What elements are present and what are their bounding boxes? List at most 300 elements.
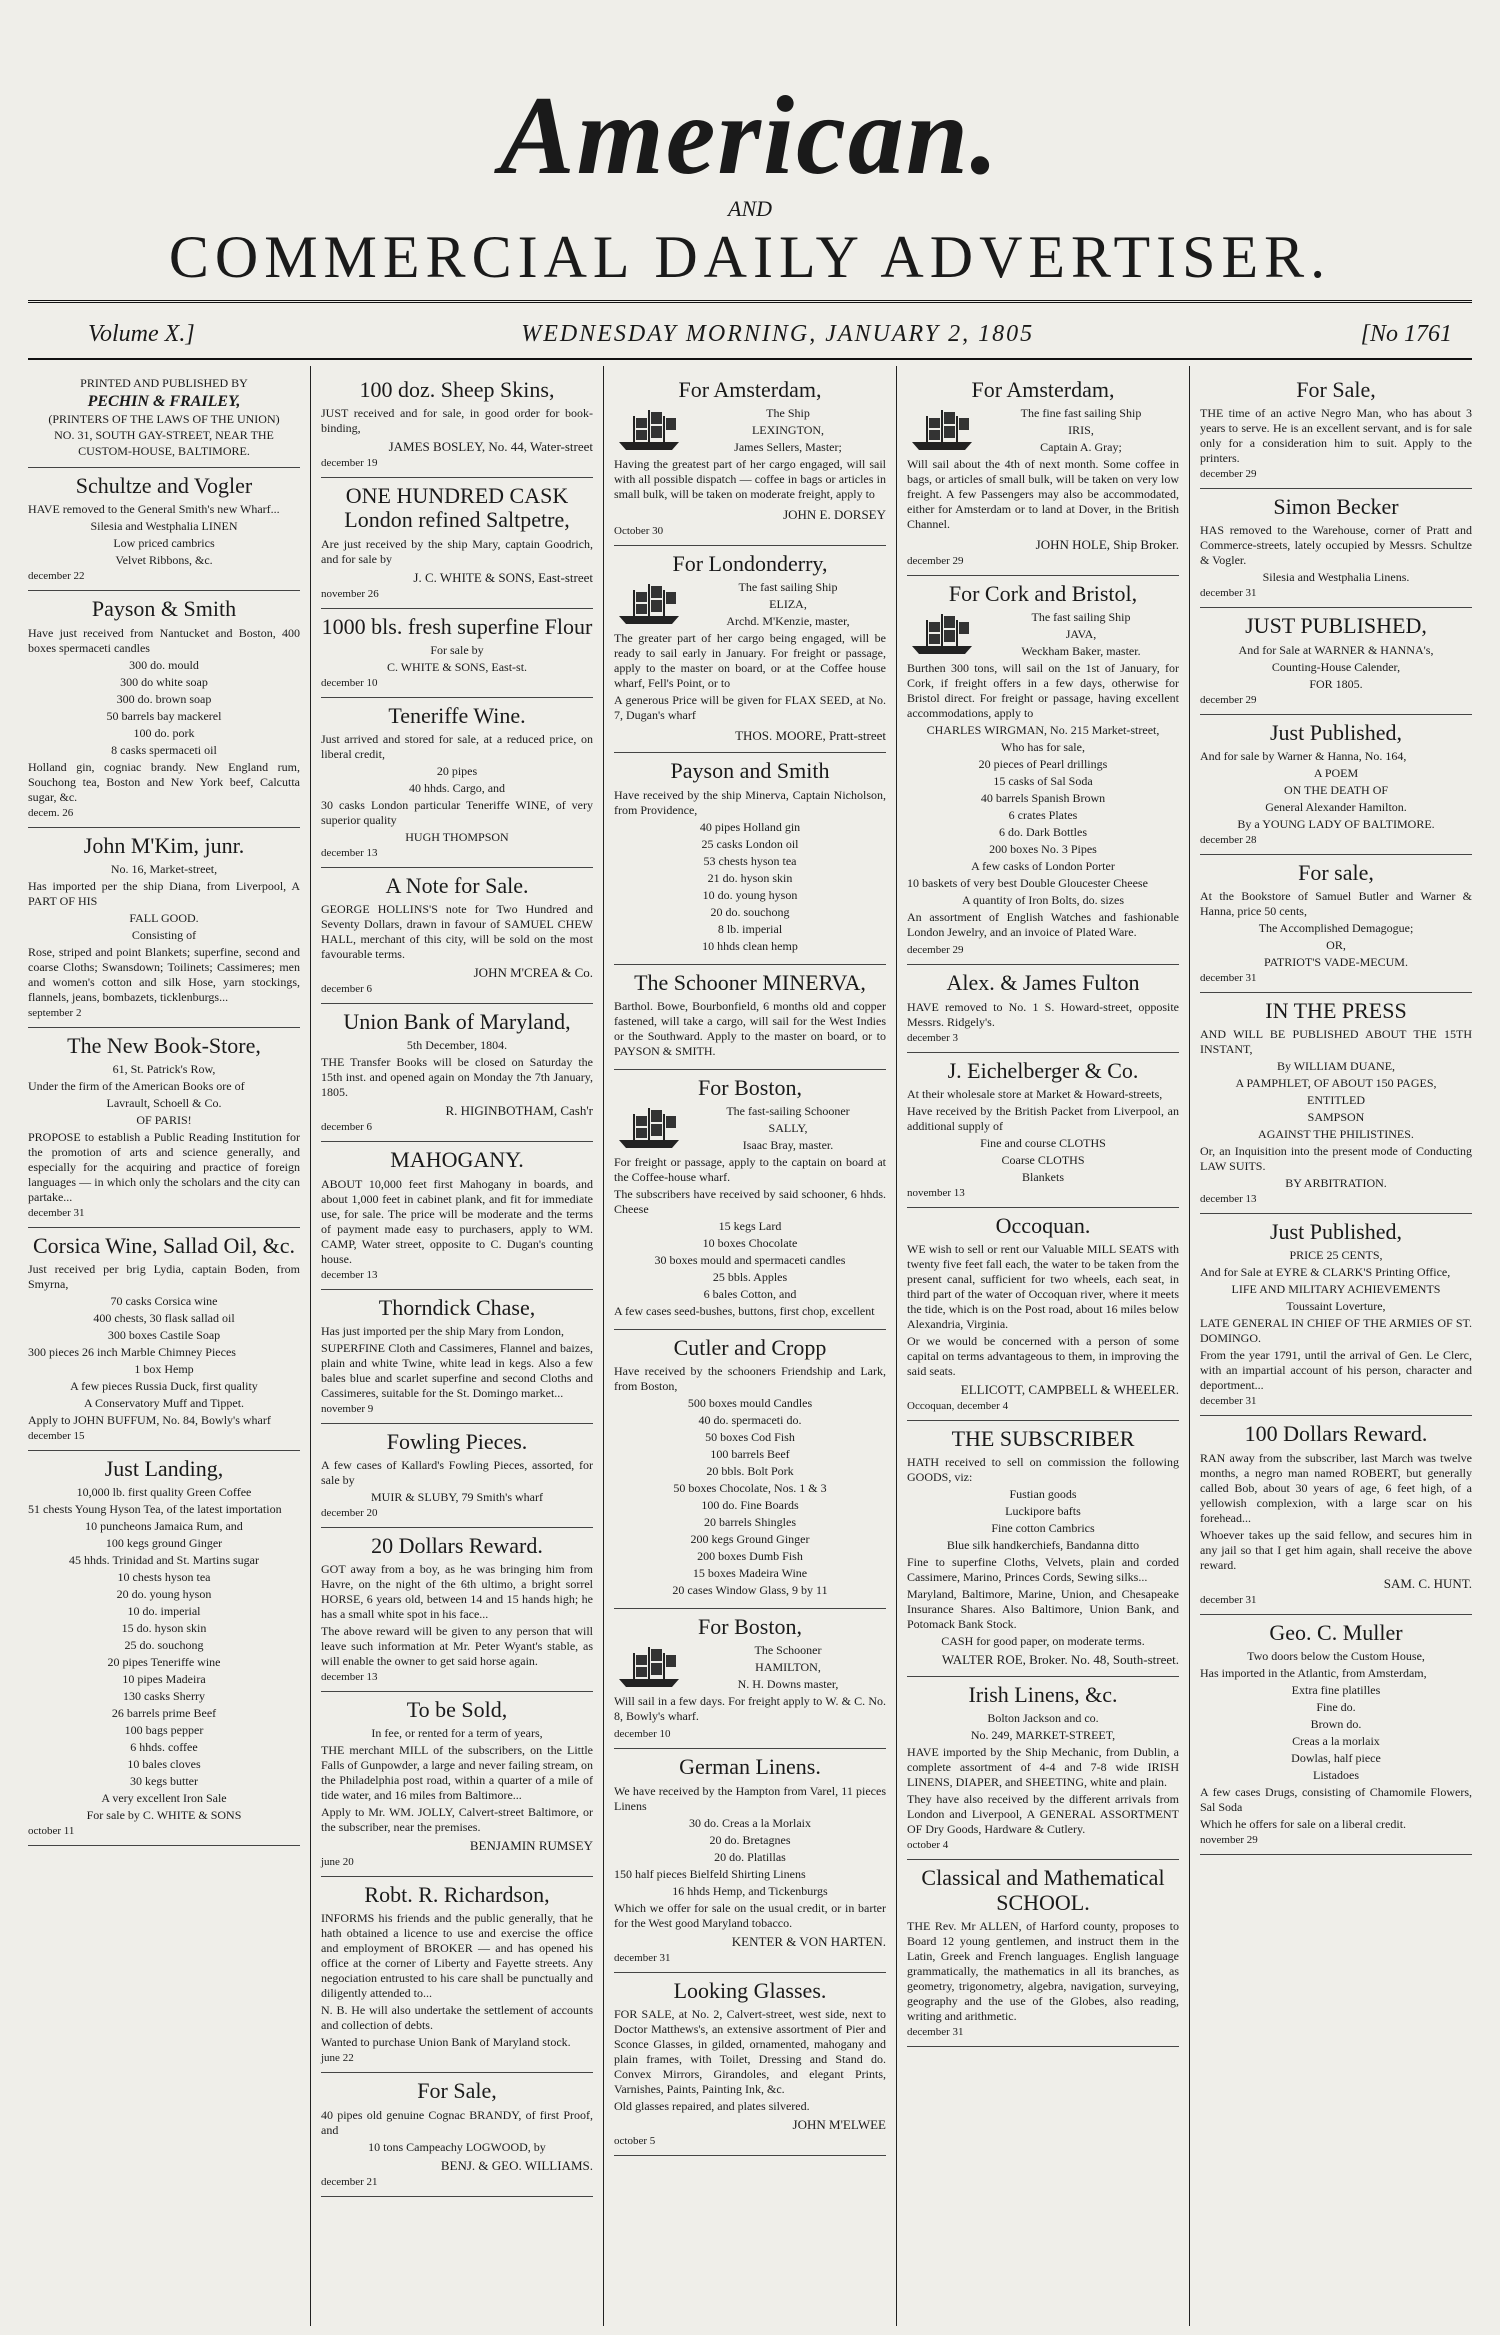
ad-heading: Just Published, [1269, 719, 1403, 745]
ad-line: HAS removed to the Warehouse, corner of Pratt and Commerce-streets, lately occupied by Messrs. Schultze & Vogler. [1200, 523, 1472, 568]
ad-line: 20 do. Platillas [714, 1849, 786, 1864]
ad-line: 16 hhds Hemp, and Tickenburgs [672, 1883, 828, 1898]
advertisement [614, 1749, 886, 1972]
ad-line: OR, [1326, 937, 1346, 952]
ad-line: 100 kegs ground Ginger [105, 1536, 223, 1551]
ad-date: september 2 [28, 1006, 82, 1019]
ad-line: Fine do. [1316, 1699, 1356, 1714]
ad-heading: A Note for Sale. [385, 872, 529, 898]
ad-heading: The New Book-Store, [67, 1032, 261, 1058]
advertisement [1200, 608, 1472, 714]
ad-line: 10 hhds clean hemp [702, 938, 798, 953]
ad-date: december 6 [321, 983, 372, 996]
ad-line: SUPERFINE Cloth and Cassimeres, Flannel and baizes, plain and white Twine, white lead in kegs. Also a few bales blue and scarlet superfine and second Cloths and Cassimeres, suitable for the St. Domingo market... [321, 1340, 593, 1400]
ad-line: AGAINST THE PHILISTINES. [1258, 1127, 1414, 1142]
ad-line: Dowlas, half piece [1291, 1750, 1381, 1765]
ad-line: 20 bbls. Bolt Pork [706, 1464, 794, 1479]
ad-heading: For Sale, [1296, 377, 1376, 402]
ad-line: Burthen 300 tons, will sail on the 1st of January, for Cork, if freight offers in a few days, otherwise for Bristol direct. For freight or passage, having excellent accommodations, apply to [907, 661, 1179, 721]
ad-signature: JOHN E. DORSEY [783, 507, 886, 523]
ad-heading: Payson & Smith [91, 596, 237, 622]
ad-heading: For Sale, [417, 2078, 497, 2104]
advertisement [907, 372, 1179, 576]
ad-line: LIFE AND MILITARY ACHIEVEMENTS [1231, 1282, 1441, 1297]
ad-signature: ELLICOTT, CAMPBELL & WHEELER. [960, 1381, 1179, 1397]
ad-line: By a YOUNG LADY OF BALTIMORE. [1237, 816, 1435, 831]
ad-line: 30 do. Creas a la Morlaix [689, 1815, 811, 1830]
ad-heading: Payson and Smith [670, 758, 830, 784]
ad-line: 300 boxes Castile Soap [107, 1328, 221, 1343]
ad-heading: Geo. C. Muller [1269, 1619, 1403, 1645]
ad-line: Has imported per the ship Diana, from Liverpool, A PART OF HIS [28, 878, 300, 908]
ad-date: december 31 [907, 2025, 964, 2038]
ad-line: 400 chests, 30 flask sallad oil [93, 1311, 235, 1326]
ad-heading: For Boston, [698, 1614, 802, 1640]
ad-line: Fine to superfine Cloths, Velvets, plain and corded Cassimere, Marino, Princes Cords, Sewing silks... [907, 1555, 1179, 1585]
ad-heading: Irish Linens, &c. [968, 1682, 1118, 1708]
advertisement [321, 609, 593, 698]
ad-line: THE Rev. Mr ALLEN, of Harford county, proposes to Board 12 young gentlemen, and instruct them in the Latin, Greek and French languages. English language grammatically, the mathematics in all its branches, as geometry, trigonometry, algebra, navigation, surveying, geography and the use of the Globes, also reading, writing and arithmetic. [907, 1918, 1179, 2023]
ad-line: HATH received to sell on commission the following GOODS, viz: [907, 1455, 1179, 1485]
ad-signature: WALTER ROE, Broker. No. 48, South-street. [941, 1652, 1179, 1668]
ad-line: No. 16, Market-street, [110, 861, 218, 876]
ad-line: A quantity of Iron Bolts, do. sizes [962, 893, 1124, 908]
advertisement [321, 1528, 593, 1692]
ad-date: december 15 [28, 1430, 85, 1443]
ad-heading: Alex. & James Fulton [946, 970, 1140, 996]
ad-line: 30 boxes mould and spermaceti candles [654, 1252, 846, 1267]
ad-line: 100 bags pepper [124, 1723, 204, 1738]
ad-line: 25 bbls. Apples [712, 1269, 788, 1284]
issue-number: [No 1761 [1360, 321, 1452, 347]
ad-date: december 31 [28, 1206, 85, 1219]
ad-signature: BENJAMIN RUMSEY [469, 1838, 593, 1854]
ad-line: For sale by C. WHITE & SONS [86, 1808, 242, 1823]
advertisement [614, 1609, 886, 1749]
ad-heading: 1000 bls. fresh superfine Flour [321, 613, 593, 639]
ad-line: Are just received by the ship Mary, captain Goodrich, and for sale by [321, 536, 593, 566]
ad-line: JAVA, [1065, 627, 1097, 642]
ad-line: And for Sale at EYRE & CLARK'S Printing Office, [1200, 1265, 1451, 1280]
advertisement [1200, 1416, 1472, 1614]
ad-line: 20 pieces of Pearl drillings [978, 757, 1108, 772]
ad-line: Whoever takes up the said fellow, and secures him in any jail so that I get him again, shall receive the above reward. [1200, 1527, 1472, 1572]
ad-line: The fast sailing Ship [738, 580, 838, 595]
ad-line: A PAMPHLET, OF ABOUT 150 PAGES, [1235, 1076, 1437, 1091]
ad-heading: Just Published, [1269, 1219, 1403, 1245]
advertisement [614, 1973, 886, 2156]
ad-line: AND WILL BE PUBLISHED ABOUT THE 15TH INSTANT, [1200, 1027, 1472, 1057]
ad-heading: To be Sold, [406, 1697, 508, 1723]
ad-date: october 11 [28, 1825, 75, 1838]
ad-date: december 13 [321, 1268, 378, 1281]
column-3 [603, 366, 896, 2326]
ad-signature: JOHN HOLE, Ship Broker. [1035, 537, 1179, 553]
ad-line: The greater part of her cargo being engaged, will be ready to sail early in January. For freight or passage, apply to the master on board, or at the Coffee house wharf, Fell's Point, or to [614, 631, 886, 691]
ad-line: Holland gin, cogniac brandy. New England rum, Souchong tea, Boston and New York beef, Calcutta sugar, &c. [28, 759, 300, 804]
ad-line: The Schooner [754, 1643, 822, 1658]
ad-line: No. 249, MARKET-STREET, [970, 1728, 1116, 1743]
ad-heading: For Cork and Bristol, [948, 581, 1138, 607]
ad-line: 25 do. souchong [124, 1638, 204, 1653]
ad-line: Weckham Baker, master. [1021, 644, 1141, 659]
ad-line: 26 barrels prime Beef [111, 1706, 217, 1721]
ad-line: Brown do. [1310, 1716, 1362, 1731]
advertisement [321, 2073, 593, 2196]
ad-line: 20 do. young hyson [116, 1587, 212, 1602]
ad-line: A few casks of London Porter [971, 859, 1115, 874]
ad-line: 15 kegs Lard [718, 1218, 782, 1233]
ad-line: FOR SALE, at No. 2, Calvert-street, west side, next to Doctor Matthews's, an extensive assortment of Pier and Sconce Glasses, in gilded, ornamented, mahogany and plain frames, with Toilet, Dressing and Stand do. Convex Mirrors, Girandoles, and elegant Prints, Varnishes, Paints, Painting Ink, &c. [614, 2006, 886, 2096]
ad-date: december 31 [1200, 587, 1257, 600]
ad-line: Fine cotton Cambrics [991, 1521, 1095, 1536]
ad-line: 20 pipes Teneriffe wine [107, 1655, 221, 1670]
ad-heading: For Boston, [698, 1074, 802, 1100]
dateline [28, 303, 1472, 360]
ad-date: december 13 [321, 846, 378, 859]
ad-line: Will sail in a few days. For freight apply to W. & C. No. 8, Bowly's wharf. [614, 1694, 886, 1724]
ad-date: december 13 [1200, 1193, 1257, 1206]
ad-heading: Union Bank of Maryland, [343, 1009, 571, 1035]
ad-heading: 100 doz. Sheep Skins, [359, 377, 555, 402]
ad-line: Extra fine platilles [1291, 1682, 1381, 1697]
advertisement [321, 1004, 593, 1142]
advertisement [614, 753, 886, 964]
ad-line: 10 puncheons Jamaica Rum, and [85, 1519, 243, 1534]
ad-line: 20 cases Window Glass, 9 by 11 [672, 1583, 828, 1598]
advertisement [321, 1142, 593, 1289]
ad-date: december 21 [321, 2175, 378, 2188]
ad-line: 70 casks Corsica wine [110, 1294, 218, 1309]
ad-line: The above reward will be given to any person that will leave such information at Mr. Peter Wyant's stable, as will enable the owner to get said horse again. [321, 1624, 593, 1669]
ad-line: 40 pipes old genuine Cognac BRANDY, of first Proof, and [321, 2107, 593, 2137]
ad-line: The Ship [766, 406, 810, 421]
ad-line: WE wish to sell or rent our Valuable MILL SEATS with twenty five feet fall each, the water to be taken from the present canal, sufficient for two wheels, each seat, in third part of the water of Occoquan river, where it meets the tide, which is on the Post road, about 16 miles below Alexandria, Virginia. [907, 1241, 1179, 1331]
ad-line: THE Transfer Books will be closed on Saturday the 15th inst. and opened again on Monday the 7th January, 1805. [321, 1055, 593, 1100]
ad-signature: J. C. WHITE & SONS, East-street [413, 569, 593, 585]
ad-line: 500 boxes mould Candles [687, 1396, 813, 1411]
ad-line: ELIZA, [769, 597, 807, 612]
ad-line: LEXINGTON, [751, 423, 825, 438]
ad-date: november 29 [1200, 1833, 1258, 1846]
ad-line: And for Sale at WARNER & HANNA's, [1238, 642, 1434, 657]
ad-line: 8 casks spermaceti oil [111, 742, 217, 757]
ad-heading: Schultze and Vogler [75, 473, 253, 499]
advertisement [321, 372, 593, 478]
ad-date: december 29 [907, 555, 964, 568]
advertisement [321, 868, 593, 1004]
ad-line: 130 casks Sherry [123, 1689, 205, 1704]
ad-date: december 13 [321, 1671, 378, 1684]
ad-heading: Classical and Mathematical SCHOOL. [921, 1865, 1165, 1915]
advertisement [1200, 855, 1472, 993]
ad-line: N. H. Downs master, [737, 1677, 839, 1692]
ad-line: ABOUT 10,000 feet first Mahogany in boards, and about 1,000 feet in cabinet plank, and fit for immediate use, for sale. The price will be moderate and the terms of payment made easy to purchasers, apply to WM. CAMP, Water street, opposite to C. Dugan's counting house. [321, 1176, 593, 1266]
ad-line: General Alexander Hamilton. [1265, 799, 1407, 814]
printer-line1: PRINTED AND PUBLISHED BY [80, 376, 248, 390]
ad-line: THE time of an active Negro Man, who has about 3 years to serve. He is an excellent servant, and is for sale only for a consideration him to suit. Apply to the printers. [1200, 406, 1472, 466]
column-5 [1189, 366, 1472, 2326]
ad-line: Who has for sale, [1001, 740, 1085, 755]
ad-line: GOT away from a boy, as he was bringing him from Havre, on the night of the 6th ultimo, a bright sorrel HORSE, 6 years old, between 14 and 15 hands high; he has a small white spot in his face... [321, 1562, 593, 1622]
ad-date: october 4 [907, 1839, 949, 1852]
ad-line: Coarse CLOTHS [1001, 1152, 1085, 1167]
column-2 [310, 366, 603, 2326]
ad-line: 30 kegs butter [130, 1774, 198, 1789]
ad-line: PATRIOT'S VADE-MECUM. [1264, 954, 1408, 969]
advertisement [1200, 993, 1472, 1214]
ad-line: 300 do white soap [120, 674, 208, 689]
ad-line: At their wholesale store at Market & Howard-streets, [907, 1086, 1163, 1101]
ad-signature: SAM. C. HUNT. [1383, 1575, 1472, 1591]
column-4 [896, 366, 1189, 2326]
ad-line: Silesia and Westphalia LINEN [90, 519, 238, 534]
ad-signature: THOS. MOORE, Pratt-street [735, 728, 886, 744]
ad-line: We have received by the Hampton from Varel, 11 pieces Linens [614, 1783, 886, 1813]
advertisement [321, 1692, 593, 1877]
ad-date: december 31 [1200, 1395, 1257, 1408]
advertisement [1200, 1214, 1472, 1416]
ad-heading: For sale, [1298, 859, 1374, 885]
advertisement [907, 576, 1179, 965]
ad-line: Maryland, Baltimore, Marine, Union, and Chesapeake Insurance Shares. Also Baltimore, Union Bank, and Potomack Bank Stock. [907, 1587, 1179, 1632]
ad-line: Have received by the ship Minerva, Captain Nicholson, from Providence, [614, 787, 886, 817]
ad-line: 50 barrels bay mackerel [106, 708, 222, 723]
ad-line: 40 pipes Holland gin [699, 819, 801, 834]
ad-line: 53 chests hyson tea [703, 853, 797, 868]
ad-line: Apply to Mr. WM. JOLLY, Calvert-street Baltimore, or the subscriber, near the premises. [321, 1805, 593, 1835]
advertisement [1200, 1615, 1472, 1855]
ad-heading: Cutler and Cropp [673, 1334, 827, 1360]
ad-line: The fine fast sailing Ship [1020, 406, 1142, 421]
advertisement [907, 1677, 1179, 1860]
ad-line: Blankets [1022, 1169, 1064, 1184]
ad-date: june 22 [321, 2052, 354, 2065]
ad-line: Captain A. Gray; [1040, 440, 1122, 455]
ad-date: december 6 [321, 1121, 372, 1134]
ad-line: Wanted to purchase Union Bank of Maryland stock. [321, 2035, 571, 2050]
ad-line: Just arrived and stored for sale, at a reduced price, on liberal credit, [321, 731, 593, 761]
printer-line3: NO. 31, SOUTH GAY-STREET, NEAR THE CUSTOM-HOUSE, BALTIMORE. [54, 427, 274, 458]
ad-line: 10,000 lb. first quality Green Coffee [76, 1485, 252, 1500]
issue-date: WEDNESDAY MORNING, JANUARY 2, 1805 [521, 321, 1035, 347]
ad-line: INFORMS his friends and the public generally, that he hath obtained a licence to use and exercise the office and employment of BROKER — and has opened his office at the corner of Liberty and Fayette streets. Any negociation entrusted to his care shall be punctually and diligently attended to... [321, 1911, 593, 2001]
volume-label: Volume X.] [88, 321, 195, 347]
ad-heading: Occoquan. [995, 1212, 1091, 1238]
column-1 [28, 366, 310, 2326]
ad-line: IRIS, [1068, 423, 1094, 438]
ad-date: november 13 [907, 1186, 965, 1199]
ad-line: RAN away from the subscriber, last March was twelve months, a negro man named ROBERT, but generally called Bob, about 30 years of age, 6 feet high, of a yellowish complexion, with a large scar on his forehead... [1200, 1450, 1472, 1525]
ad-line: Just received per brig Lydia, captain Boden, from Smyrna, [28, 1262, 300, 1292]
ad-heading: Just Landing, [104, 1456, 224, 1482]
ad-line: 300 do. mould [129, 657, 199, 672]
ad-date: december 31 [1200, 971, 1257, 984]
ad-line: FALL GOOD. [129, 910, 199, 925]
ad-line: 10 do. young hyson [702, 887, 798, 902]
ad-line: For sale by [430, 642, 484, 657]
ad-date: december 29 [1200, 468, 1257, 481]
ad-date: october 5 [614, 2134, 656, 2147]
ad-date: december 19 [321, 457, 378, 470]
ad-line: 100 do. pork [133, 725, 195, 740]
ad-line: 10 tons Campeachy LOGWOOD, by [368, 2139, 546, 2154]
ad-line: A few pieces Russia Duck, first quality [70, 1379, 258, 1394]
ad-line: 150 half pieces Bielfeld Shirting Linens [614, 1866, 806, 1881]
ad-line: Have received by the British Packet from Liverpool, an additional supply of [907, 1103, 1179, 1133]
advertisement [1200, 715, 1472, 855]
printer-line2: (PRINTERS OF THE LAWS OF THE UNION) [48, 412, 280, 427]
ad-line: Listadoes [1313, 1767, 1359, 1782]
ad-date: december 29 [1200, 693, 1257, 706]
ad-line: An assortment of English Watches and fashionable London Jewelry, and an invoice of Plated Ware. [907, 910, 1179, 940]
ad-line: The Accomplished Demagogue; [1258, 920, 1414, 935]
ad-line: Will sail about the 4th of next month. Some coffee in bags, or articles of small bulk, will be taken on very low freight. A few Passengers may also be accommodated, either for Amsterdam or to land at Dover, in the British Channel. [907, 457, 1179, 532]
ad-line: 45 hhds. Trinidad and St. Martins sugar [68, 1553, 259, 1568]
advertisement [907, 1421, 1179, 1677]
ad-line: 200 kegs Ground Ginger [690, 1532, 810, 1547]
ad-line: SAMPSON [1307, 1110, 1365, 1125]
ad-signature: JOHN M'ELWEE [792, 2116, 886, 2132]
ad-line: 20 pipes [436, 763, 478, 778]
ad-date: October 30 [614, 525, 664, 538]
ad-line: Creas a la morlaix [1292, 1733, 1380, 1748]
ad-line: 30 casks London particular Teneriffe WINE, of very superior quality [321, 797, 593, 827]
ad-heading: The Schooner MINERVA, [634, 969, 866, 995]
ad-line: From the year 1791, until the arrival of Gen. Le Clerc, with an impartial account of his person, character and deportment... [1200, 1348, 1472, 1393]
ad-line: 10 bales cloves [127, 1757, 201, 1772]
ad-line: Luckipore bafts [1005, 1504, 1081, 1519]
advertisement [1200, 489, 1472, 608]
ad-line: Archd. M'Kenzie, master, [726, 614, 850, 629]
advertisement [614, 372, 886, 546]
ad-heading: J. Eichelberger & Co. [947, 1057, 1139, 1083]
ad-line: 100 do. Fine Boards [701, 1498, 799, 1513]
ad-line: Have just received from Nantucket and Boston, 400 boxes spermaceti candles [28, 625, 300, 655]
ad-line: 51 chests Young Hyson Tea, of the latest importation [28, 1502, 282, 1517]
ad-line: 40 hhds. Cargo, and [408, 780, 506, 795]
ad-line: LATE GENERAL IN CHIEF OF THE ARMIES OF ST. DOMINGO. [1200, 1316, 1472, 1346]
ad-line: And for sale by Warner & Hanna, No. 164, [1200, 748, 1407, 763]
ad-line: MUIR & SLUBY, 79 Smith's wharf [371, 1489, 543, 1504]
ad-line: HAVE imported by the Ship Mechanic, from Dublin, a complete assortment of 4-4 and 7-8 wide IRISH LINENS, DIAPER, and SHEETING, white and plain. [907, 1745, 1179, 1790]
ad-line: At the Bookstore of Samuel Butler and Warner & Hanna, price 50 cents, [1200, 888, 1472, 918]
ad-line: Or we would be concerned with a person of some capital on terms advantageous to them, in improving the said seats. [907, 1333, 1179, 1378]
ad-line: Lavrault, Schoell & Co. [106, 1095, 222, 1110]
ad-date: december 31 [614, 1951, 671, 1964]
ad-line: 50 boxes Cod Fish [705, 1430, 795, 1445]
ad-line: Two doors below the Custom House, [1247, 1648, 1425, 1663]
advertisement [614, 965, 886, 1070]
ad-heading: IN THE PRESS [1265, 997, 1407, 1023]
ad-line: By WILLIAM DUANE, [1276, 1059, 1396, 1074]
ad-heading: John M'Kim, junr. [83, 832, 245, 858]
newspaper-and: AND [728, 196, 772, 221]
ad-heading: MAHOGANY. [390, 1147, 524, 1173]
ad-line: They have also received by the different arrivals from London and Liverpool, A GENERAL ASSORTMENT OF Dry Goods, Hardware & Cutlery. [907, 1792, 1179, 1837]
advertisement [321, 1877, 593, 2073]
ad-date: Occoquan, december 4 [907, 1399, 1009, 1412]
ad-line: The subscribers have received by said schooner, 6 hhds. Cheese [614, 1186, 886, 1216]
masthead [28, 0, 1472, 290]
ad-heading: THE SUBSCRIBER [951, 1425, 1135, 1451]
ad-line: A few cases seed-bushes, buttons, first chop, excellent [614, 1303, 875, 1318]
ad-line: ON THE DEATH OF [1283, 782, 1389, 797]
advertisement [28, 591, 300, 827]
ad-line: Rose, striped and point Blankets; superfine, second and coarse Cloths; Swansdown; Toilinets; Cassimeres; men and women's cotton and silk Hose, yarn stockings, flannels, jeans, bombazets, ticklenburgs... [28, 944, 300, 1004]
ad-heading: Looking Glasses. [673, 1977, 827, 2003]
ad-line: Silesia and Westphalia Linens. [1262, 570, 1410, 585]
ad-line: GEORGE HOLLINS'S note for Two Hundred and Seventy Dollars, drawn in favour of SAMUEL CHEW HALL, merchant of this city, will be sold on the most favourable terms. [321, 902, 593, 962]
ad-signature: BENJ. & GEO. WILLIAMS. [440, 2157, 593, 2173]
ad-heading: For Amsterdam, [971, 377, 1115, 402]
ad-line: Consisting of [131, 927, 197, 942]
ad-line: 20 do. souchong [710, 904, 790, 919]
ad-line: HAVE removed to No. 1 S. Howard-street, opposite Messrs. Ridgely's. [907, 999, 1179, 1029]
ad-date: december 29 [907, 944, 964, 957]
ad-line: 200 boxes No. 3 Pipes [989, 842, 1097, 857]
columns [28, 366, 1472, 2326]
ad-line: 5th December, 1804. [406, 1038, 508, 1053]
ad-date: december 28 [1200, 833, 1257, 846]
ad-date: december 10 [321, 676, 378, 689]
ad-line: A POEM [1313, 765, 1359, 780]
ad-line: 6 do. Dark Bottles [999, 825, 1087, 840]
ad-line: James Sellers, Master; [734, 440, 842, 455]
ad-line: 300 do. brown soap [116, 691, 212, 706]
advertisement [321, 1424, 593, 1528]
ad-line: 8 lb. imperial [717, 921, 783, 936]
ad-heading: JUST PUBLISHED, [1245, 613, 1427, 639]
advertisement [1200, 372, 1472, 489]
ad-line: 15 boxes Madeira Wine [692, 1566, 808, 1581]
ad-line: 40 do. spermaceti do. [698, 1413, 802, 1428]
ad-heading: Thorndick Chase, [378, 1294, 536, 1320]
advertisement [907, 965, 1179, 1052]
printer-imprint [28, 372, 300, 468]
ad-line: PROPOSE to establish a Public Reading Institution for the promotion of arts and science generally, and especially for the acquiring and practice of foreign languages — in which only the scholars and the city can partake... [28, 1129, 300, 1204]
ad-heading: 20 Dollars Reward. [371, 1532, 543, 1558]
advertisement [28, 1451, 300, 1846]
ad-heading: Fowling Pieces. [386, 1428, 528, 1454]
ad-line: BY ARBITRATION. [1285, 1176, 1387, 1191]
advertisement [614, 1330, 886, 1609]
advertisement [321, 698, 593, 868]
ad-line: A Conservatory Muff and Tippet. [83, 1396, 245, 1411]
ad-line: ENTITLED [1307, 1093, 1365, 1108]
ad-heading: Simon Becker [1273, 494, 1399, 520]
ad-date: decem. 26 [28, 806, 74, 819]
advertisement [28, 1228, 300, 1451]
ad-date: november 26 [321, 587, 379, 600]
ad-line: THE merchant MILL of the subscribers, on the Little Falls of Gunpowder, a large and never failing stream, on the Philadelphia post road, within a quarter of a mile of tide water, and 16 miles from Baltimore... [321, 1743, 593, 1803]
ad-line: 15 casks of Sal Soda [993, 774, 1093, 789]
ad-date: november 9 [321, 1402, 374, 1415]
ad-line: Which he offers for sale on a liberal credit. [1200, 1816, 1407, 1831]
ad-line: 21 do. hyson skin [707, 870, 793, 885]
ad-line: CHARLES WIRGMAN, No. 215 Market-street, [926, 723, 1160, 738]
ad-heading: Teneriffe Wine. [388, 702, 526, 728]
advertisement [907, 1860, 1179, 2046]
printer-names: PECHIN & FRAILEY, [87, 392, 241, 410]
ad-signature: JOHN M'CREA & Co. [473, 965, 593, 981]
advertisement [907, 1208, 1179, 1421]
advertisement [321, 478, 593, 608]
ad-line: HAMILTON, [755, 1660, 821, 1675]
ad-line: PRICE 25 CENTS, [1289, 1248, 1383, 1263]
ad-line: 61, St. Patrick's Row, [112, 1061, 216, 1076]
ad-line: 50 boxes Chocolate, Nos. 1 & 3 [673, 1481, 827, 1496]
